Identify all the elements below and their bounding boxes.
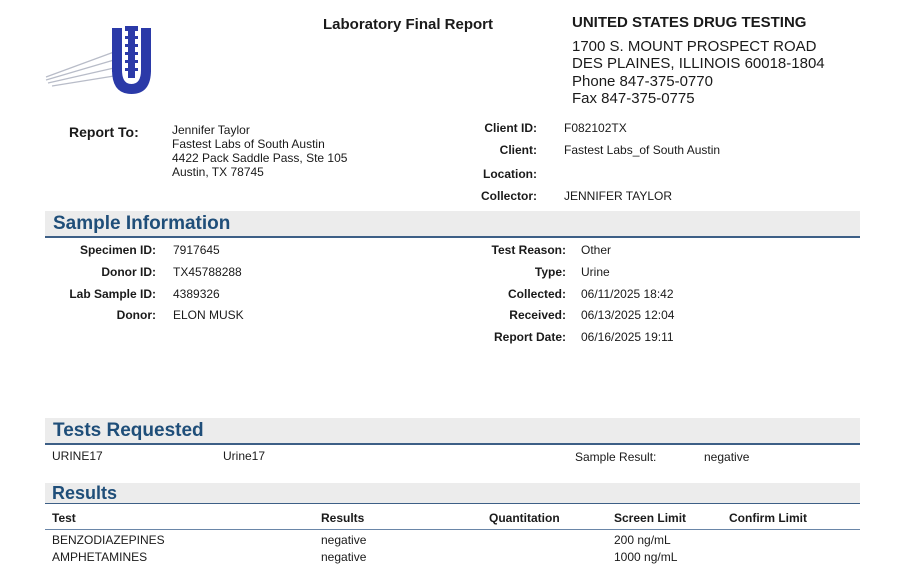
report-title: Laboratory Final Report [323, 16, 494, 33]
report-to-label: Report To: [69, 124, 139, 140]
type-value: Urine [581, 265, 610, 279]
report-to-line: Austin, TX 78745 [172, 165, 264, 179]
sample-information-header [45, 211, 860, 238]
received-value: 06/13/2025 12:04 [581, 308, 675, 322]
result-test-name: AMPHETAMINES [52, 550, 148, 564]
column-header-confirm-limit: Confirm Limit [729, 511, 807, 525]
result-screen-limit: 1000 ng/mL [614, 550, 678, 564]
table-divider [45, 529, 860, 530]
report-date-label: Report Date: [493, 330, 566, 344]
donor-id-value: TX45788288 [173, 265, 242, 279]
type-label: Type: [534, 265, 566, 279]
results-title: Results [52, 483, 118, 503]
report-to-line: Jennifer Taylor [172, 123, 250, 137]
result-test-name: BENZODIAZEPINES [52, 533, 165, 547]
usdt-logo [44, 22, 159, 97]
collected-value: 06/11/2025 18:42 [581, 287, 674, 301]
test-code: URINE17 [52, 449, 103, 463]
location-label: Location: [483, 167, 537, 181]
result-value: negative [321, 550, 367, 564]
test-reason-value: Other [581, 243, 612, 257]
collector-label: Collector: [480, 189, 537, 203]
donor-id-label: Donor ID: [101, 265, 156, 279]
received-label: Received: [509, 308, 566, 322]
column-header-test: Test [52, 511, 76, 525]
specimen-id-value: 7917645 [173, 243, 220, 257]
donor-label: Donor: [116, 308, 156, 322]
result-value: negative [321, 533, 367, 547]
column-header-results: Results [321, 511, 365, 525]
collector-value: JENNIFER TAYLOR [564, 189, 673, 203]
client-value: Fastest Labs_of South Austin [564, 143, 721, 157]
test-name: Urine17 [223, 449, 266, 463]
donor-value: ELON MUSK [173, 308, 244, 322]
tests-requested-title: Tests Requested [53, 420, 204, 441]
results-header [45, 483, 860, 504]
sample-result-value: negative [704, 450, 750, 464]
lab-phone: Phone 847-375-0770 [572, 73, 713, 90]
result-screen-limit: 200 ng/mL [614, 533, 671, 547]
lab-fax: Fax 847-375-0775 [572, 90, 695, 107]
sample-result-label: Sample Result: [575, 450, 657, 464]
report-to-line: 4422 Pack Saddle Pass, Ste 105 [172, 151, 348, 165]
lab-name: UNITED STATES DRUG TESTING [572, 14, 807, 31]
client-id-label: Client ID: [484, 121, 537, 135]
specimen-id-label: Specimen ID: [79, 243, 156, 257]
lab-sample-id-label: Lab Sample ID: [69, 287, 156, 301]
report-to-line: Fastest Labs of South Austin [172, 137, 325, 151]
tests-requested-header [45, 418, 860, 445]
report-date-value: 06/16/2025 19:11 [581, 330, 674, 344]
collected-label: Collected: [507, 287, 566, 301]
lab-sample-id-value: 4389326 [173, 287, 220, 301]
column-header-quantitation: Quantitation [489, 511, 560, 525]
sample-information-title: Sample Information [53, 213, 231, 234]
client-label: Client: [499, 143, 537, 157]
test-reason-label: Test Reason: [491, 243, 566, 257]
column-header-screen-limit: Screen Limit [614, 511, 687, 525]
lab-address-line: DES PLAINES, ILLINOIS 60018-1804 [572, 55, 825, 72]
lab-address-line: 1700 S. MOUNT PROSPECT ROAD [572, 38, 817, 55]
client-id-value: F082102TX [564, 121, 627, 135]
